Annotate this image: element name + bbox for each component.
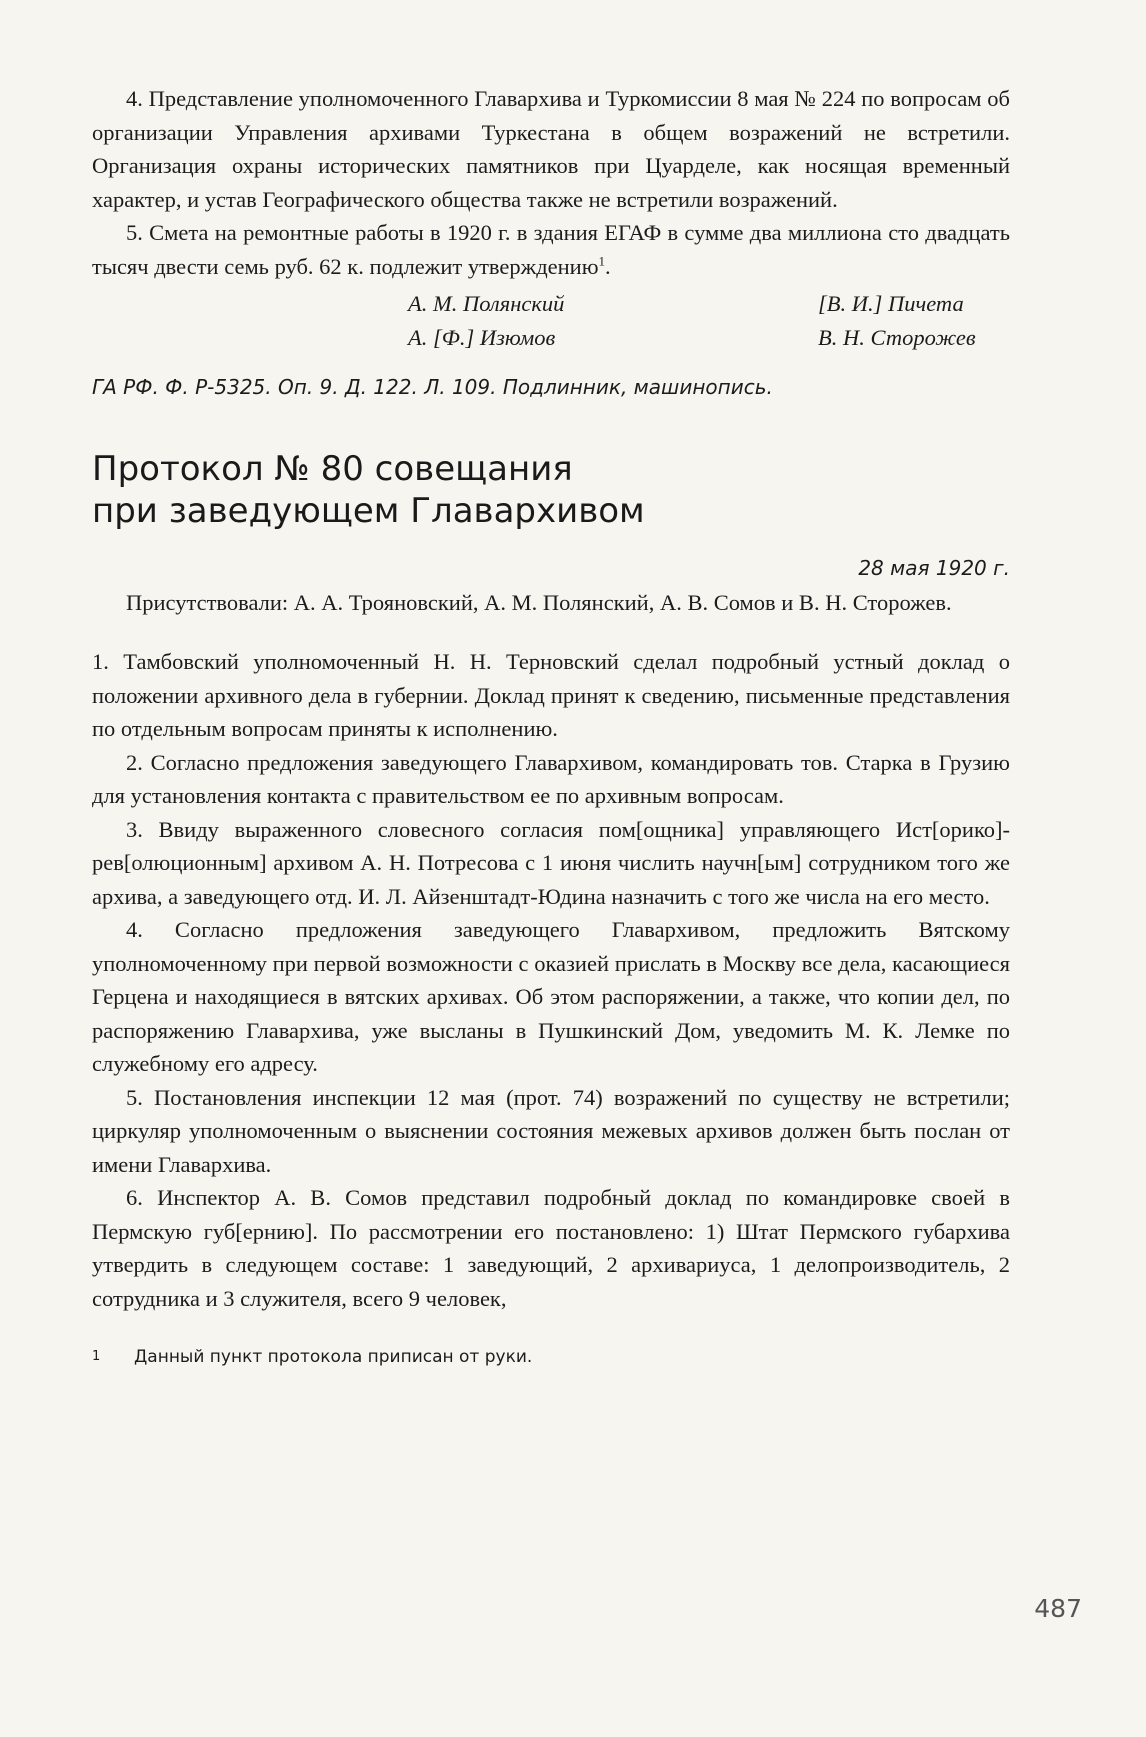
protocol-title-line-2: при заведующем Главархивом (92, 491, 645, 531)
footnote-reference: 1 (598, 253, 606, 268)
protocol-item-3: 3. Ввиду выраженного словесного согласия пом[ощника] управляющего Ист[орико]-рев[олюционным] архивом А. Н. Потресова с 1 июня числить научн[ым] сотрудником того же архива, а заведующего отд. И. Л. Айзенштадт-Юдина назначить с того же числа на его место. (92, 816, 1010, 909)
protocol-item-5: 5. Постановления инспекции 12 мая (прот. 74) возражений по существу не встретили; циркуляр уполномоченным о выяснении состояния межевых архивов должен быть послан от имени Главархива. (92, 1084, 1010, 1177)
paragraph-item-5-text: 5. Смета на ремонтные работы в 1920 г. в здания ЕГАФ в сумме два миллиона сто двадцать тысяч двести семь руб. 62 к. подлежит утверждению (92, 220, 1010, 279)
protocol-item-6: 6. Инспектор А. В. Сомов представил подробный доклад по командировке своей в Пермскую губ[ернию]. По рассмотрении его постановлено: 1) Штат Пермского губархива утвердить в следующем составе: 1 заведующий, 2 архивариуса, 1 делопроизводитель, 2 сотрудника и 3 служителя, всего 9 человек, (92, 1185, 1010, 1311)
signature-row (408, 321, 1010, 355)
footnote-mark: 1 (92, 1349, 101, 1364)
protocol-item-2: 2. Согласно предложения заведующего Главархивом, командировать тов. Старка в Грузию для установления контакта с правительством ее по архивным вопросам. (92, 749, 1010, 808)
signature-storozhev: В. Н. Сторожев (818, 324, 976, 350)
paragraph-item-5-end: . (605, 253, 611, 279)
attendees: Присутствовали: А. А. Трояновский, А. М. Полянский, А. В. Сомов и В. Н. Сторожев. (126, 589, 952, 615)
footnote (92, 1343, 1010, 1371)
signature-row (408, 287, 1010, 321)
footnote-text: Данный пункт протокола приписан от руки. (134, 1347, 533, 1367)
protocol-date: 28 мая 1920 г. (858, 556, 1010, 580)
protocol-title-line-1: Протокол № 80 совещания (92, 449, 573, 489)
signature-polyansky: А. М. Полянский (408, 291, 565, 316)
signature-picheta: [В. И.] Пичета (818, 291, 964, 316)
protocol-items (92, 645, 1010, 1315)
signature-izyumov: А. [Ф.] Изюмов (408, 324, 556, 350)
paragraph-item-5-prev (92, 216, 1010, 283)
paragraph-item-4-prev: 4. Представление уполномоченного Главархива и Туркомиссии 8 мая № 224 по вопросам об организации Управления архивами Туркестана в общем возражений не встретили. Организация охраны исторических памятников при Цуарделе, как носящая временный характер, и устав Географического общества также не встретили возражений. (92, 86, 1010, 212)
page-number: 487 (1034, 1594, 1082, 1623)
archive-citation: ГА РФ. Ф. Р-5325. Оп. 9. Д. 122. Л. 109. Подлинник, машинопись. (92, 375, 773, 399)
document-page (92, 82, 1010, 1371)
protocol-title (92, 448, 1010, 532)
protocol-item-1: 1. Тамбовский уполномоченный Н. Н. Терновский сделал подробный устный доклад о положении архивного дела в губернии. Доклад принят к сведению, письменные представления по отдельным вопросам приняты к исполнению. (92, 649, 1010, 741)
signatures-block (408, 287, 1010, 354)
protocol-item-4: 4. Согласно предложения заведующего Главархивом, предложить Вятскому уполномоченному при первой возможности с оказией прислать в Москву все дела, касающиеся Герцена и находящиеся в вятских архивах. Об этом распоряжении, а также, что копии дел, по распоряжению Главархива, уже высланы в Пушкинский Дом, уведомить М. К. Лемке по служебному его адресу. (92, 917, 1010, 1076)
